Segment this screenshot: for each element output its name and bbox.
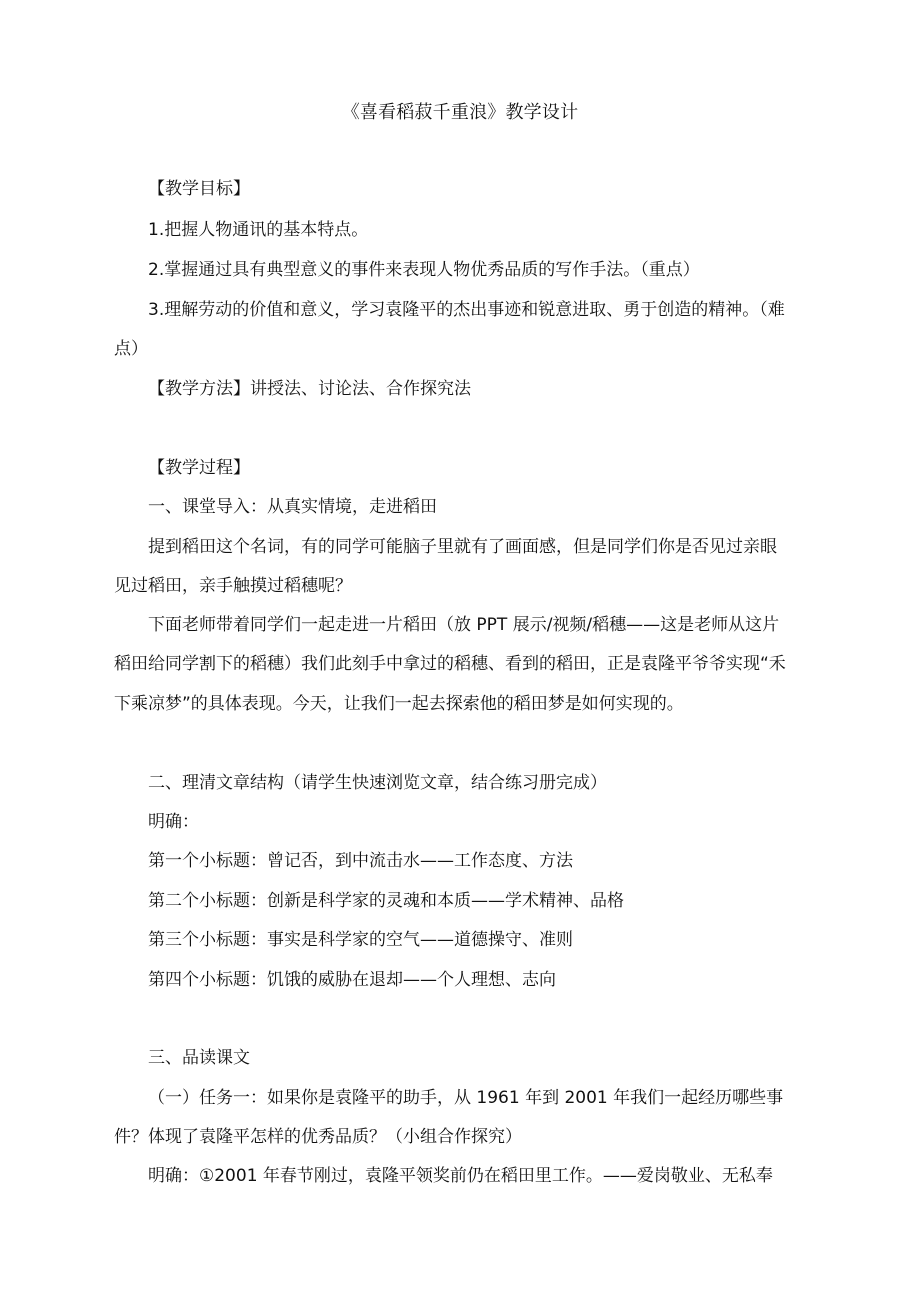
subtitle-4: 第四个小标题：饥饿的威胁在退却——个人理想、志向 xyxy=(148,970,556,990)
task-1-answer: 明确：①2001 年春节刚过，袁隆平领奖前仍在稻田里工作。——爱岗敬业、无私奉 xyxy=(148,1166,773,1186)
task-1-line-1: （一）任务一：如果你是袁隆平的助手，从 1961 年到 2001 年我们一起经历哪些事 xyxy=(148,1088,784,1108)
teaching-methods: 【教学方法】讲授法、讨论法、合作探究法 xyxy=(148,379,471,399)
objective-3-line-2: 点） xyxy=(114,339,148,359)
section-1-paragraph-2-line-1: 下面老师带着同学们一起走进一片稻田（放 PPT 展示/视频/稻穗——这是老师从这片 xyxy=(148,615,780,635)
process-heading: 【教学过程】 xyxy=(148,458,250,478)
section-1-paragraph-2-line-3: 下乘凉梦”的具体表现。今天，让我们一起去探索他的稻田梦是如何实现的。 xyxy=(114,694,684,714)
subtitle-1: 第一个小标题：曾记否，到中流击水——工作态度、方法 xyxy=(148,851,573,871)
section-2-heading: 二、理清文章结构（请学生快速浏览文章，结合练习册完成） xyxy=(148,773,607,793)
section-3-heading: 三、品读课文 xyxy=(148,1048,250,1068)
objective-1: 1.把握人物通讯的基本特点。 xyxy=(148,220,369,240)
objective-3-line-1: 3.理解劳动的价值和意义，学习袁隆平的杰出事迹和锐意进取、勇于创造的精神。（难 xyxy=(148,300,785,320)
objective-2: 2.掌握通过具有典型意义的事件来表现人物优秀品质的写作手法。（重点） xyxy=(148,260,700,280)
section-1-paragraph-1-line-1: 提到稻田这个名词，有的同学可能脑子里就有了画面感，但是同学们你是否见过亲眼 xyxy=(148,537,777,557)
section-1-paragraph-2-line-2: 稻田给同学割下的稻穗）我们此刻手中拿过的稻穗、看到的稻田，正是袁隆平爷爷实现“禾 xyxy=(114,654,786,674)
section-1-heading: 一、课堂导入：从真实情境，走进稻田 xyxy=(148,497,437,517)
subtitle-3: 第三个小标题：事实是科学家的空气——道德操守、准则 xyxy=(148,930,573,950)
document-title: 《喜看稻菽千重浪》教学设计 xyxy=(341,102,579,123)
objectives-heading: 【教学目标】 xyxy=(148,179,250,199)
section-2-clarify: 明确： xyxy=(148,812,199,832)
subtitle-2: 第二个小标题：创新是科学家的灵魂和本质——学术精神、品格 xyxy=(148,891,624,911)
section-1-paragraph-1-line-2: 见过稻田，亲手触摸过稻穗呢？ xyxy=(114,576,352,596)
task-1-line-2: 件？体现了袁隆平怎样的优秀品质？（小组合作探究） xyxy=(114,1127,522,1147)
